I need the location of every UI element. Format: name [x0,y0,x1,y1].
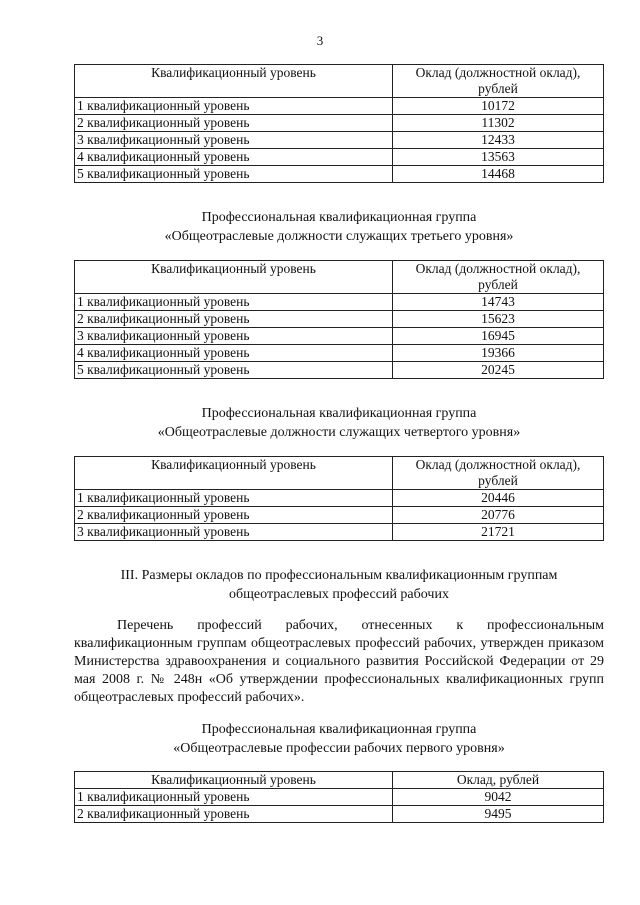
table-row [75,507,604,524]
section-heading-line2: общеотраслевых профессий рабочих [229,587,449,602]
table-header-row [75,261,604,294]
table-row [75,345,604,362]
group-heading-line2: «Общеотраслевые должности служащих четвертого уровня» [157,425,521,440]
table-header-row [75,65,604,98]
row-salary: 19366 [393,345,604,362]
row-level: 2 квалификационный уровень [75,115,393,132]
row-salary: 20446 [393,490,604,507]
header-level: Квалификационный уровень [75,65,393,98]
row-salary: 10172 [393,98,604,115]
header-salary-line1: Оклад (должностной оклад), [415,457,581,472]
header-salary [393,65,604,98]
row-salary: 13563 [393,149,604,166]
header-salary-line2: рублей [478,473,518,488]
table-row [75,98,604,115]
table-row [75,311,604,328]
table-row [75,806,604,823]
row-level: 5 квалификационный уровень [75,166,393,183]
table-row [75,362,604,379]
group-heading-line1: Профессиональная квалификационная группа [201,210,477,225]
row-salary: 20776 [393,507,604,524]
section-heading [74,566,604,604]
group-heading-line2: «Общеотраслевые должности служащих третьего уровня» [164,229,514,244]
group-heading-line1: Профессиональная квалификационная группа [201,722,477,737]
group-heading-line1: Профессиональная квалификационная группа [201,406,477,421]
page-number: 3 [316,33,324,48]
row-level: 2 квалификационный уровень [75,311,393,328]
row-salary: 14468 [393,166,604,183]
table-row [75,149,604,166]
row-level: 2 квалификационный уровень [75,806,393,823]
row-salary: 20245 [393,362,604,379]
table-row [75,789,604,806]
salary-table-2 [74,260,604,379]
header-salary [393,261,604,294]
header-salary-line1: Оклад (должностной оклад), [415,65,581,80]
row-salary: 15623 [393,311,604,328]
table-row [75,115,604,132]
row-level: 1 квалификационный уровень [75,294,393,311]
row-level: 2 квалификационный уровень [75,507,393,524]
header-salary [393,457,604,490]
header-level: Квалификационный уровень [75,772,393,789]
row-level: 1 квалификационный уровень [75,789,393,806]
table-row [75,524,604,541]
group-heading-4 [74,720,604,758]
salary-table-3 [74,456,604,541]
row-level: 1 квалификационный уровень [75,490,393,507]
salary-table-1 [74,64,604,183]
row-salary: 12433 [393,132,604,149]
row-salary: 9042 [393,789,604,806]
row-salary: 14743 [393,294,604,311]
table-row [75,166,604,183]
header-level: Квалификационный уровень [75,261,393,294]
row-salary: 16945 [393,328,604,345]
table-row [75,132,604,149]
header-salary-line1: Оклад (должностной оклад), [415,261,581,276]
header-salary-line2: рублей [478,81,518,96]
row-level: 3 квалификационный уровень [75,524,393,541]
row-salary: 21721 [393,524,604,541]
header-salary-line2: рублей [478,277,518,292]
table-row [75,328,604,345]
table-header-row [75,457,604,490]
group-heading-2 [74,208,604,246]
section-heading-line1: III. Размеры окладов по профессиональным квалификационным группам [120,568,558,583]
table-header-row [75,772,604,789]
header-level: Квалификационный уровень [75,457,393,490]
group-heading-3 [74,404,604,442]
row-salary: 11302 [393,115,604,132]
body-paragraph: Перечень профессий рабочих, отнесенных к профессиональным квалификационным группам общеотраслевых профессий рабочих, утвержден приказом Министерства здравоохранения и социального развития Российской Федерации от 29 мая 2008 г. № 248н «Об утверждении профессиональных квалификационных групп общеотраслевых профессий рабочих». [74,618,604,705]
row-level: 5 квалификационный уровень [75,362,393,379]
header-salary: Оклад, рублей [393,772,604,789]
row-level: 3 квалификационный уровень [75,328,393,345]
row-level: 1 квалификационный уровень [75,98,393,115]
row-salary: 9495 [393,806,604,823]
row-level: 4 квалификационный уровень [75,345,393,362]
table-row [75,490,604,507]
row-level: 4 квалификационный уровень [75,149,393,166]
group-heading-line2: «Общеотраслевые профессии рабочих первого уровня» [173,741,505,756]
table-row [75,294,604,311]
row-level: 3 квалификационный уровень [75,132,393,149]
salary-table-4 [74,771,604,823]
